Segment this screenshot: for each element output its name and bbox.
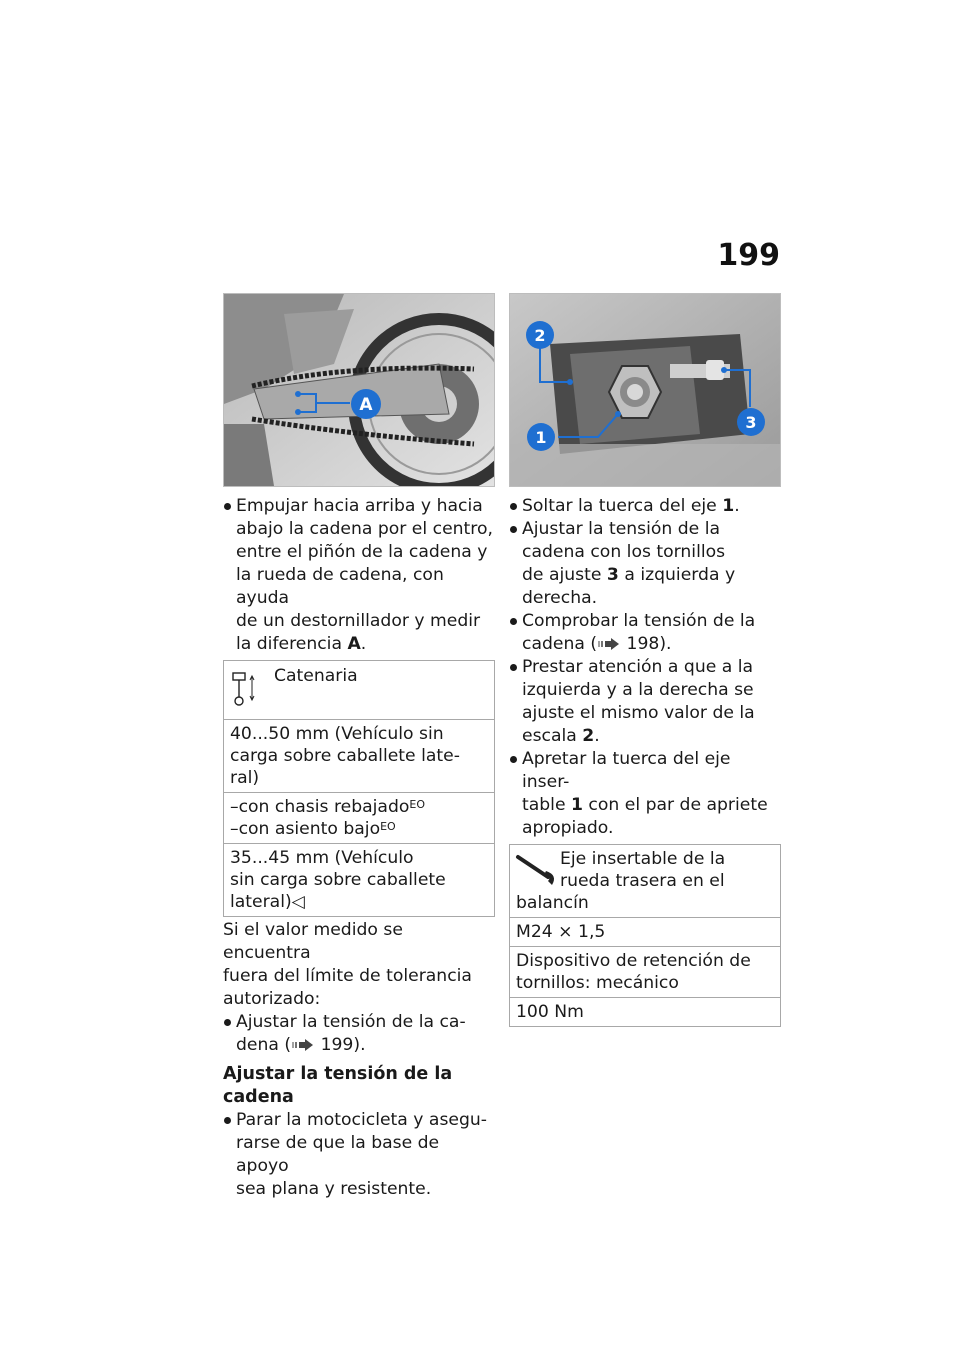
callout-1: 1 xyxy=(535,428,547,447)
section-heading: Ajustar la tensión de la cadena xyxy=(223,1064,453,1107)
bullet-tighten-axle-nut: Apretar la tuerca del eje inser- table 1 con el par de apriete apropiado. xyxy=(509,748,781,840)
spec-header xyxy=(224,661,494,719)
spec-value-lowered: 35...45 mm (Vehículo sin carga sobre caballete lateral)◁ xyxy=(224,843,494,916)
spec-value-standard: 40...50 mm (Vehículo sin carga sobre caballete late- ral) xyxy=(224,719,494,792)
spec-thread: M24 × 1,5 xyxy=(510,917,780,946)
bullet-park-motorcycle: Parar la motocicleta y asegu- rarse de que la base de apoyo sea plana y resistente. xyxy=(223,1109,495,1201)
spec-torque-value: 100 Nm xyxy=(510,997,780,1026)
bullet-push-chain: Empujar hacia arriba y hacia abajo la cadena por el centro, entre el piñón de la cadena y la rueda de cadena, con ayuda de un destornillador y medir la diferencia A. xyxy=(223,495,495,656)
chain-sag-gauge-icon xyxy=(230,669,260,709)
callout-a: A xyxy=(359,395,373,415)
left-column xyxy=(223,293,495,1201)
chain-sag-illustration xyxy=(224,294,494,486)
axle-adjuster-illustration xyxy=(510,294,780,486)
tolerance-paragraph: Si el valor medido se encuentra fuera del límite de tolerancia autorizado: xyxy=(223,920,472,1009)
torque-spec-table xyxy=(509,844,781,1027)
chain-sag-spec-table xyxy=(223,660,495,917)
page-reference-link[interactable]: 198). xyxy=(626,634,672,654)
spec-condition: –con chasis rebajado$^{EO}$ –con asiento bajo$^{EO}$ xyxy=(224,792,494,843)
spec-header xyxy=(510,845,780,917)
spec-locking: Dispositivo de retención de tornillos: mecánico xyxy=(510,946,780,997)
spec-title-line: rueda trasera en el xyxy=(560,871,725,891)
page-reference-arrow-icon xyxy=(597,637,621,651)
spec-title-line: Eje insertable de la xyxy=(560,849,726,869)
chain-sag-photo xyxy=(223,293,495,487)
right-column xyxy=(509,293,781,1029)
bullet-scale-value: Prestar atención a que a la izquierda y a la derecha se ajuste el mismo valor de la escala 2. xyxy=(509,656,781,748)
bullet-adjust-tension: Ajustar la tensión de la ca- dena ( 199). xyxy=(223,1011,495,1057)
page-reference-link[interactable]: 199). xyxy=(320,1035,366,1055)
spec-title: Catenaria xyxy=(274,666,358,686)
bullet-check-tension: Comprobar la tensión de la cadena ( 198). xyxy=(509,610,781,656)
callout-2: 2 xyxy=(534,326,546,345)
page-number: 199 xyxy=(717,238,780,273)
spec-title-line: balancín xyxy=(516,893,589,913)
axle-adjuster-photo xyxy=(509,293,781,487)
page-reference-arrow-icon xyxy=(291,1038,315,1052)
bullet-loosen-axle-nut: Soltar la tuerca del eje 1. xyxy=(509,495,781,518)
torque-wrench-icon xyxy=(514,851,558,887)
bullet-adjust-screws: Ajustar la tensión de la cadena con los tornillos de ajuste 3 a izquierda y derecha. xyxy=(509,518,781,610)
callout-3: 3 xyxy=(745,413,757,432)
